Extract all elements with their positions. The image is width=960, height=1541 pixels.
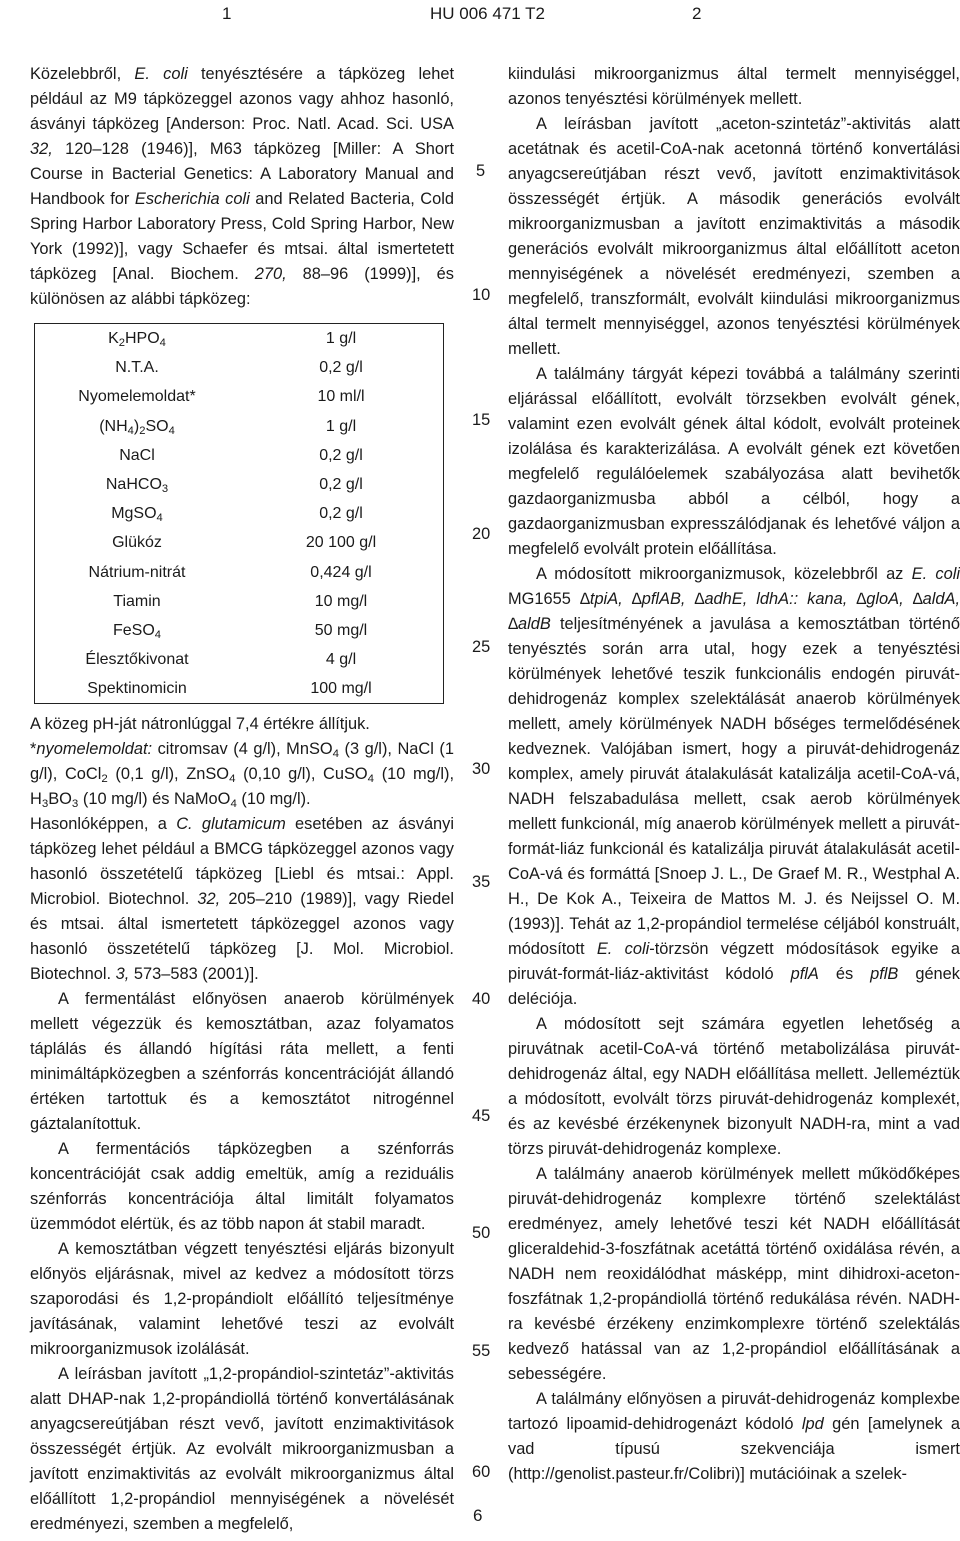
- paragraph: A módosított sejt számára egyetlen lehetőség a piruvátnak acetil-CoA-vá történő metabolizálása piruvát-dehidrogenáz által, egy NADH előállítása mellett. Jelleméztük a módosított, evolvált törzs piruvát-dehidrogenáz komplexét, és az kevésbé érzékenynek bizonyult NADH-ra, mint a vad törzs piruvát-dehidrogenáz komplexe.: [508, 1015, 960, 1158]
- table-row: [35, 674, 444, 704]
- component-name: Spektinomicin: [87, 680, 187, 698]
- line-number: 25: [472, 638, 491, 656]
- component-amount: 100 mg/l: [310, 680, 372, 698]
- line-number: 60: [472, 1463, 491, 1481]
- paragraph: A módosított mikroorganizmusok, közelebbről az E. coli MG1655 ∆tpiA, ∆pflAB, ∆adhE, ldhA:: kana, ∆gloA, ∆aldA, ∆aldB teljesítményének a javulása a kemosztátban történő tenyésztés során arra utal, hogy ezek a tenyésztési körülmények lehetővé teszik funkcionális endogén piruvát-dehidrogenáz komplex szelektálását anaerob körülmények mellett, amely körülmények NADH bőséges termelődésének kedveznek. Valójában ismert, hogy a piruvát-dehidrogenáz komplex, amely piruvát átalakulását katalizálja acetil-CoA-vá, NADH felszabadulása mellett, csak aerob körülmények mellett funkcionál, míg anaerob körülmények mellett a piruvát-formát-liáz funkcionál és katalizálja piruvát átalakulását acetil-CoA-vá és formáttá [Snoep J. L., De Graef M. R., Westphal A. H., De Kok A., Teixeira de Mattos M. J. és Neijssel O. M. (1993)]. Tehát az 1,2-propándiol termelése céljából konstruált, módosított E. coli-törzsön végzett módosítások egyike a piruvát-formát-liáz-aktivitást kódoló pflA és pflB gének deléciója.: [508, 565, 960, 1008]
- line-number: 45: [472, 1107, 491, 1125]
- paragraph: A találmány előnyösen a piruvát-dehidrogenáz komplexbe tartozó lipoamid-dehidrogenázt kódoló lpd gén [amelynek a vad típusú szekvenciája ismert (http://genolist.pasteur.fr/Colibri)] mutációinak a szelek-: [508, 1390, 960, 1483]
- component-name: Tiamin: [113, 592, 161, 610]
- component-name: N.T.A.: [115, 359, 159, 377]
- table-row: [35, 528, 444, 557]
- table-row: [35, 645, 444, 674]
- table-row: [35, 324, 444, 354]
- component-name: Nyomelemoldat*: [78, 388, 196, 406]
- component-name: $(NH_4)_2SO_4$: [99, 417, 175, 437]
- component-amount: 0,2 g/l: [319, 446, 363, 464]
- component-name: $K_2HPO_4$: [108, 330, 166, 350]
- table-row: [35, 470, 444, 499]
- page-number: 6: [473, 1506, 483, 1525]
- component-amount: 1 g/l: [325, 330, 357, 348]
- component-name: MgSO$_4$: [111, 505, 163, 525]
- component-amount: 0,2 g/l: [319, 476, 363, 494]
- component-name: Glükóz: [112, 534, 162, 552]
- header-page-left: 1: [222, 4, 232, 23]
- component-name: FeSO$_4$: [112, 621, 162, 641]
- component-amount: 20 100 g/l: [305, 534, 377, 552]
- medium-composition-table: [34, 323, 444, 704]
- paragraph: A közeg pH-ját nátronlúggal 7,4 értékre állítjuk.: [30, 715, 370, 734]
- paragraph: A leírásban javított „aceton-szintetáz”-aktivitás alatt acetátnak és acetil-CoA-nak acetonná történő konvertálási anyagcsereútjában részt vevő, javított enzimaktivitások összességét értjük. A második generációs evolvált mikroorganizmusban a javított enzimaktivitás a második generációs evolvált mikroorganizmus által előállított aceton mennyiségének a növelését eredményezi, szemben a megfelelő, transzformált, evolvált kiindulási mikroorganizmus által termelt mennyiséggel, azonos tenyésztési körülmények mellett.: [508, 115, 960, 358]
- line-number: 15: [472, 411, 491, 429]
- component-amount: 0,424 g/l: [310, 563, 372, 581]
- component-amount: 4 g/l: [325, 651, 357, 669]
- line-number: 10: [472, 286, 491, 304]
- line-number: 35: [472, 873, 491, 891]
- component-amount: 50 mg/l: [314, 621, 368, 639]
- component-amount: 0,2 g/l: [319, 359, 363, 377]
- component-name: Élesztőkivonat: [85, 651, 189, 669]
- component-name: NaCl: [119, 446, 155, 464]
- paragraph: Hasonlóképpen, a C. glutamicum esetében az ásványi tápközeg lehet például a BMCG tápközeggel azonos vagy hasonló összetételű tápközeg [Liebl és mtsai.: Appl. Microbiol. Biotechnol. 32, 205–210 (1989)], vagy Riedel és mtsai. által ismertetett tápközeggel azonos vagy hasonló összetételű tápközeg [J. Mol. Microbiol. Biotechnol. 3, 573–583 (2001)].: [30, 815, 455, 984]
- line-number: 55: [472, 1342, 491, 1360]
- component-amount: 10 mg/l: [314, 592, 368, 610]
- paragraph: A találmány tárgyát képezi továbbá a találmány szerinti eljárással előállított, evolvált törzsekben evolvált gének, valamint ezen evolvált gének által kódolt, evolvált proteinek izolálása és karakterizálása. A evolvált gének ezt követően megfelelő regulálóelemek szabályozása alatt bevihetők gazdaorganizmusba abból a célból, hogy a gazdaorganizmusban expresszálódjanak és lehetővé váljon a megfelelő evolvált protein előállítása.: [508, 365, 960, 558]
- paragraph: *nyomelemoldat: citromsav (4 g/l), MnSO$_4$ (3 g/l), NaCl (1 g/l), CoCl$_2$ (0,1 g/l), ZnSO$_4$ (0,10 g/l), CuSO$_4$ (10 mg/l), $H_3BO_3$ (10 mg/l) és NaMoO$_4$ (10 mg/l).: [30, 740, 454, 811]
- component-name: NaHCO$_3$: [105, 476, 169, 496]
- header-doc-number: HU 006 471 T2: [430, 4, 545, 23]
- table-row: [35, 412, 444, 441]
- header-page-right: 2: [692, 4, 702, 23]
- left-column: [30, 62, 454, 1537]
- component-amount: 1 g/l: [325, 417, 357, 435]
- paragraph: A találmány anaerob körülmények mellett működőképes piruvát-dehidrogenáz komplexre történő szelektálást eredményez, amely lehetővé teszi két NADH előállítását gliceraldehid-3-foszfátnak acetáttá történő oxidálása révén, a NADH nem reoxidálódhat másképp, mint dihidroxi-aceton-foszfátnak 1,2-propándiollá történő redukálása révén. NADH-ra kevésbé érzékeny enzimkomplexre történő szelektálás kedvező hatással van az 1,2-propándiol előállításának a sebességére.: [508, 1165, 960, 1383]
- paragraph: A kemosztátban végzett tenyésztési eljárás bizonyult előnyös eljárásnak, mivel az kedvez a módosított törzs szaporodási és 1,2-propándiolt előállító teljesítménye javításának, valamint lehetővé teszi az evolvált mikroorganizmusok izolálását.: [30, 1240, 454, 1359]
- table-row: [35, 558, 444, 587]
- table-row: [35, 382, 444, 411]
- component-name: Nátrium-nitrát: [88, 563, 186, 581]
- table-row: [35, 499, 444, 528]
- line-number: 20: [472, 525, 491, 543]
- right-column: [508, 62, 960, 1487]
- component-amount: 0,2 g/l: [319, 505, 363, 523]
- paragraph: Közelebbről, E. coli tenyésztésére a tápközeg lehet például az M9 tápközeggel azonos vagy ahhoz hasonló, ásványi tápközeg [Anderson: Proc. Natl. Acad. Sci. USA 32, 120–128 (1946)], M63 tápközeg [Miller: A Short Course in Bacterial Genetics: A Laboratory Manual and Handbook for Escherichia coli and Related Bacteria, Cold Spring Harbor Laboratory Press, Cold Spring Harbor, New York (1992)], vagy Schaefer és mtsai. által ismertetett tápközeg [Anal. Biochem. 270, 88–96 (1999)], és különösen az alábbi tápközeg:: [30, 65, 454, 308]
- paragraph: A fermentálást előnyösen anaerob körülmények mellett végezzük és kemosztátban, azaz folyamatos táplálás és állandó hígítási ráta mellett, a fenti minimáltápközegben a szénforrás koncentrációját állandó értéken tartottuk és a kemosztátot nitrogénnel gáztalanítottuk.: [30, 990, 454, 1134]
- line-number: 30: [472, 760, 491, 778]
- component-amount: 10 ml/l: [317, 388, 365, 406]
- table-row: [35, 587, 444, 616]
- table-row: [35, 616, 444, 645]
- line-number: 5: [476, 162, 486, 180]
- page-header: [0, 0, 960, 32]
- line-number: 40: [472, 990, 491, 1008]
- paragraph: A fermentációs tápközegben a szénforrás koncentrációját csak addig emeltük, amíg a reziduális szénforrás koncentrációja által limitált folyamatos üzemmódot elértük, és az több napon át stabil maradt.: [30, 1140, 454, 1234]
- table-row: [35, 353, 444, 382]
- line-number: 50: [472, 1224, 491, 1242]
- paragraph: kiindulási mikroorganizmus által termelt mennyiséggel, azonos tenyésztési körülmények mellett.: [508, 65, 960, 108]
- paragraph: A leírásban javított „1,2-propándiol-szintetáz”-aktivitás alatt DHAP-nak 1,2-propándiollá történő konvertálásának anyagcsereútjában részt vevő, javított enzimaktivitások összességét értjük. Az evolvált mikroorganizmusban a javított enzimaktivitás az evolvált mikroorganizmus által előállított 1,2-propándiol mennyiségének a növelését eredményezi, szemben a megfelelő,: [30, 1365, 454, 1534]
- table-row: [35, 441, 444, 470]
